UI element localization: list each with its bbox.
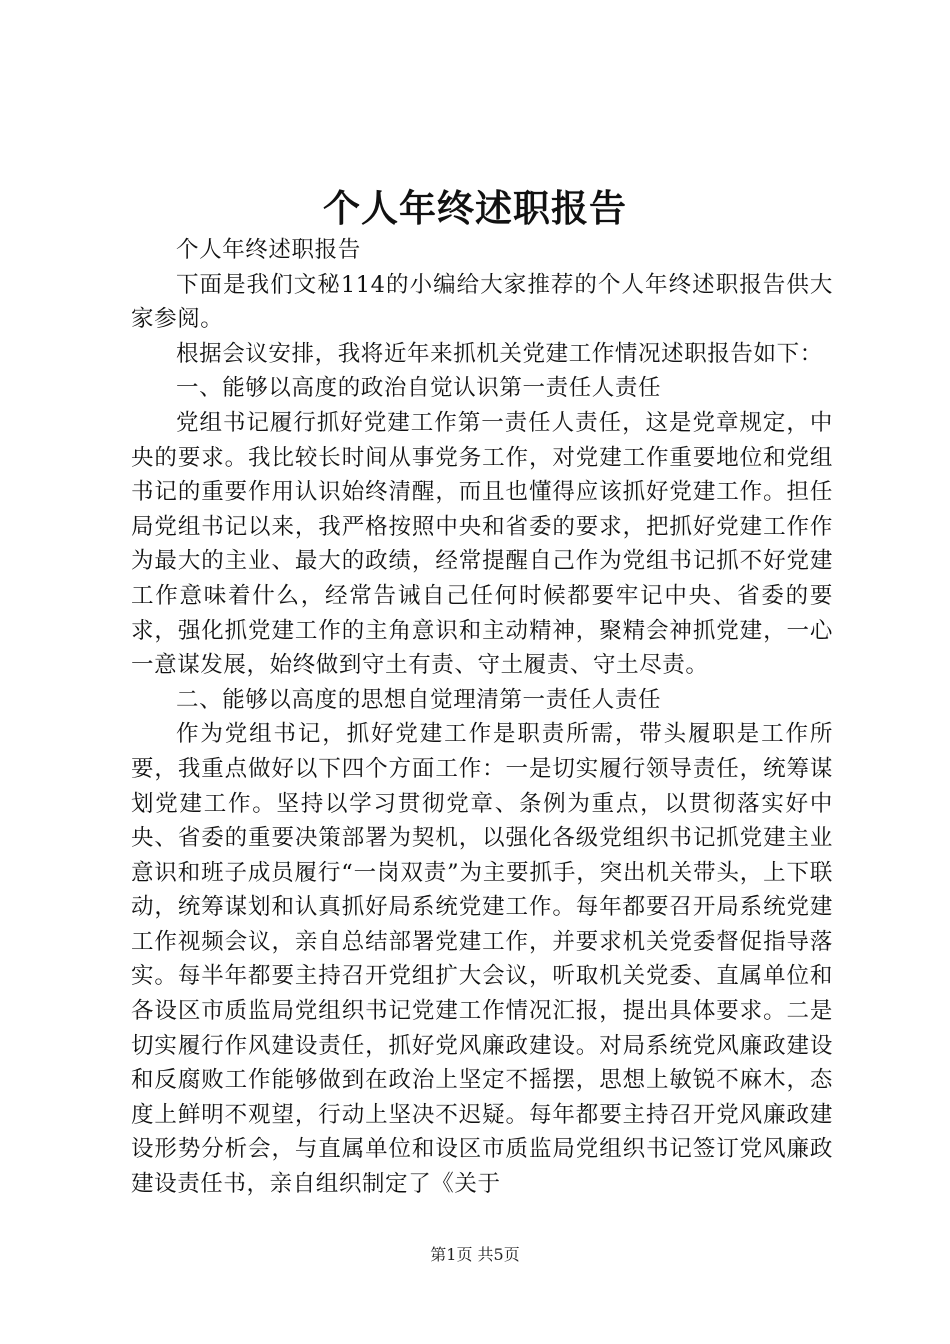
paragraph-section-2: 作为党组书记，抓好党建工作是职责所需，带头履职是工作所要，我重点做好以下四个方面工作：一是切实履行领导责任，统筹谋划党建工作。坚持以学习贯彻党章、条例为重点，以贯彻落实好中央、省委的重要决策部署为契机，以强化各级党组织书记抓党建主业意识和班子成员履行“一岗双责”为主要抓手，突出机关带头，上下联动，统筹谋划和认真抓好局系统党建工作。每年都要召开局系统党建工作视频会议，亲自总结部署党建工作，并要求机关党委督促指导落实。每半年都要主持召开党组扩大会议，听取机关党委、直属单位和各设区市质监局党组织书记党建工作情况汇报，提出具体要求。二是切实履行作风建设责任，抓好党风廉政建设。对局系统党风廉政建设和反腐败工作能够做到在政治上坚定不摇摆，思想上敏锐不麻木，态度上鲜明不观望，行动上坚决不迟疑。每年都要主持召开党风廉政建设形势分析会，与直属单位和设区市质监局党组织书记签订党风廉政建设责任书，亲自组织制定了《关于 [131, 721, 833, 1198]
paragraph-intro: 下面是我们文秘114的小编给大家推荐的个人年终述职报告供大家参阅。 [131, 271, 833, 333]
section-heading-1: 一、能够以高度的政治自觉认识第一责任人责任 [176, 375, 662, 402]
page-number-footer: 第1页 共5页 [430, 1245, 520, 1264]
paragraph-arrangement: 根据会议安排，我将近年来抓机关党建工作情况述职报告如下： [176, 340, 823, 367]
paragraph-section-1: 党组书记履行抓好党建工作第一责任人责任，这是党章规定，中央的要求。我比较长时间从事党务工作，对党建工作重要地位和党组书记的重要作用认识始终清醒，而且也懂得应该抓好党建工作。担任局党组书记以来，我严格按照中央和省委的要求，把抓好党建工作作为最大的主业、最大的政绩，经常提醒自己作为党组书记抓不好党建工作意味着什么，经常告诫自己任何时候都要牢记中央、省委的要求，强化抓党建工作的主角意识和主动精神，聚精会神抓党建，一心一意谋发展，始终做到守土有责、守土履责、守土尽责。 [131, 409, 833, 679]
section-heading-2: 二、能够以高度的思想自觉理清第一责任人责任 [176, 686, 662, 713]
document-title: 个人年终述职报告 [323, 186, 627, 230]
paragraph-subtitle: 个人年终述职报告 [176, 237, 361, 263]
document-body [131, 233, 833, 1202]
